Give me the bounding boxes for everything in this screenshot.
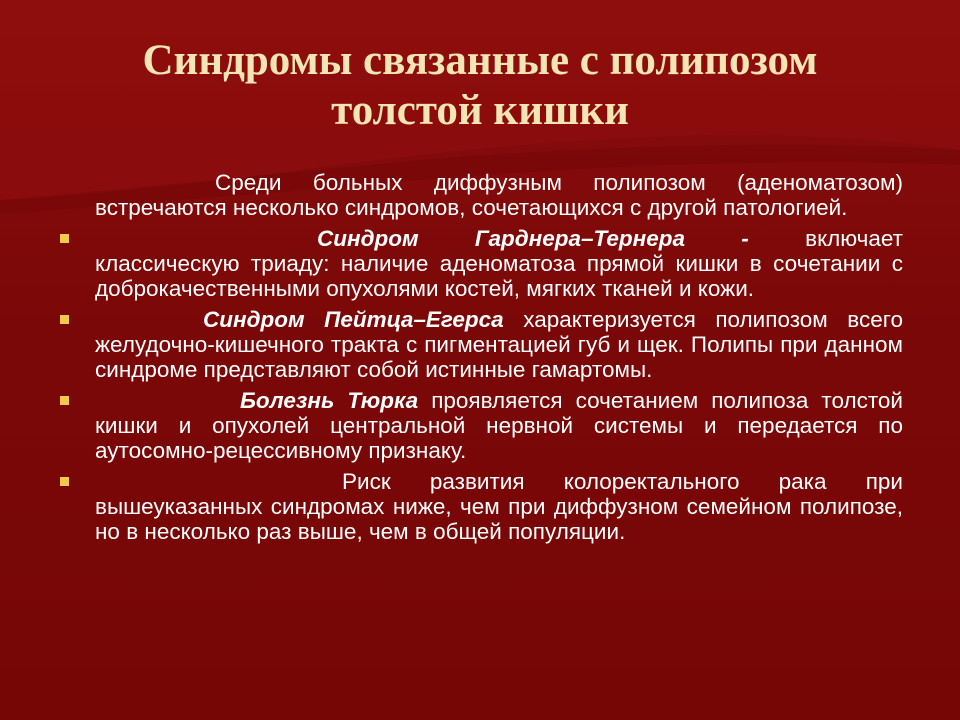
intro-paragraph: Среди больных диффузным полипозом (аденоматозом) встречаются несколько синдромов, сочетающихся с другой патологией. xyxy=(95,170,903,220)
list-item xyxy=(58,226,903,301)
item-term: Болезнь Тюрка xyxy=(240,388,419,413)
bullet-square-icon xyxy=(60,396,69,405)
bullet-square-icon xyxy=(60,315,69,324)
item-text: включает классическую триаду: наличие аденоматоза прямой кишки в сочетании с доброкачественными опухолями костей, мягких тканей и кожи. xyxy=(95,226,903,301)
bullet-square-icon xyxy=(60,234,69,243)
list-item xyxy=(58,388,903,463)
item-term: Синдром Пейтца–Егерса xyxy=(203,307,504,332)
item-term: Синдром Гарднера–Тернера - xyxy=(317,226,749,251)
item-text: Риск развития колоректального рака при вышеуказанных синдромах ниже, чем при диффузном семейном полипозе, но в несколько раз выше, чем в общей популяции. xyxy=(95,469,903,544)
bullet-square-icon xyxy=(60,477,69,486)
list-item xyxy=(58,469,903,544)
list-item xyxy=(58,307,903,382)
item-text: проявляется сочетанием полипоза толстой кишки и опухолей центральной нервной системы и передается по аутосомно-рецессивному признаку. xyxy=(95,388,903,463)
title-line-1: Синдромы связанные с полипозом xyxy=(142,37,818,84)
title-line-2: толстой кишки xyxy=(331,87,629,134)
slide-title xyxy=(0,36,960,136)
item-text: характеризуется полипозом всего желудочно-кишечного тракта с пигментацией губ и щек. Полипы при данном синдроме представляют собой истинные гамартомы. xyxy=(95,307,903,382)
slide-body xyxy=(58,170,903,550)
